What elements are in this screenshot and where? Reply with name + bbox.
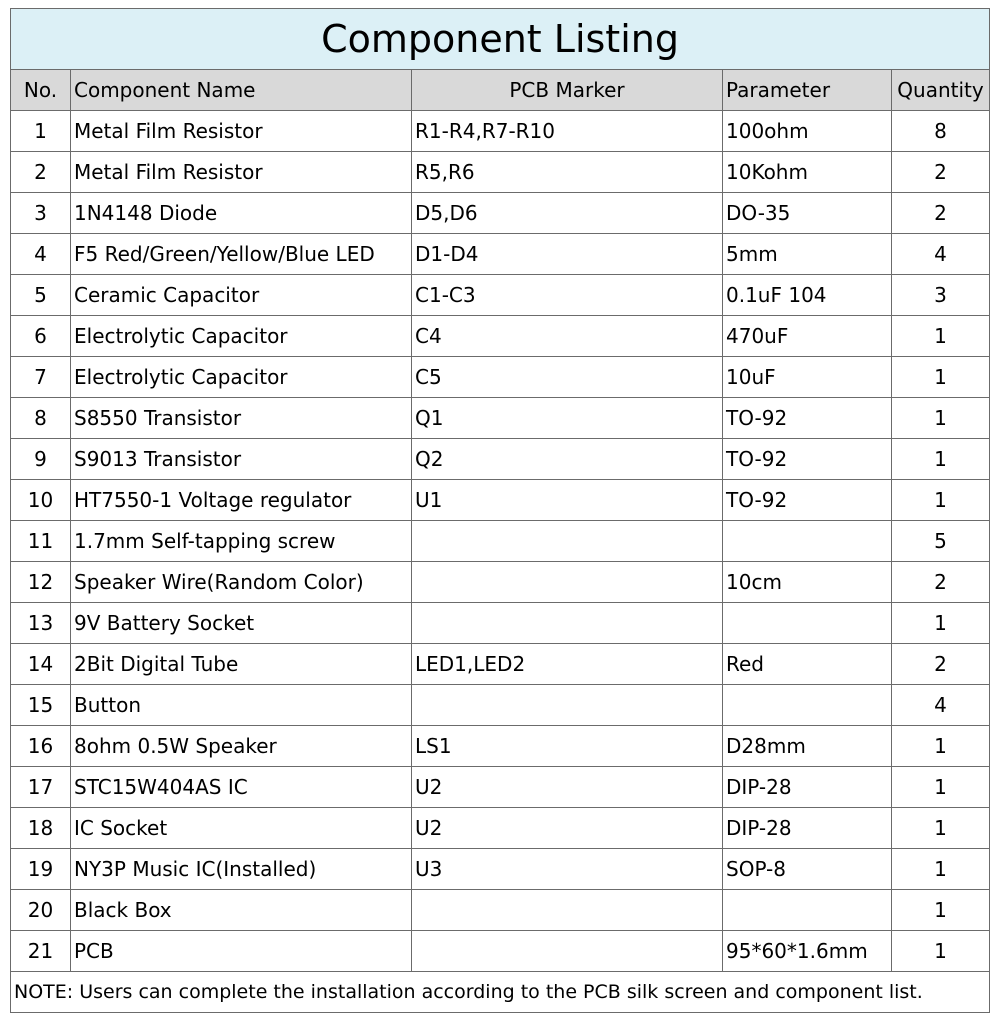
- table-row: [11, 931, 990, 972]
- cell-pcb-marker: [412, 685, 723, 726]
- cell-parameter: DO-35: [723, 193, 892, 234]
- table-row: [11, 644, 990, 685]
- cell-quantity: 1: [892, 603, 990, 644]
- cell-quantity: 1: [892, 931, 990, 972]
- cell-no: 4: [11, 234, 71, 275]
- cell-pcb-marker: U1: [412, 480, 723, 521]
- table-row: [11, 603, 990, 644]
- table-row: [11, 316, 990, 357]
- cell-quantity: 1: [892, 316, 990, 357]
- cell-parameter: 100ohm: [723, 111, 892, 152]
- cell-parameter: 10Kohm: [723, 152, 892, 193]
- cell-quantity: 1: [892, 398, 990, 439]
- table-row: [11, 111, 990, 152]
- table-title: Component Listing: [11, 9, 990, 70]
- cell-no: 6: [11, 316, 71, 357]
- cell-component-name: 2Bit Digital Tube: [71, 644, 412, 685]
- cell-parameter: 95*60*1.6mm: [723, 931, 892, 972]
- cell-component-name: Electrolytic Capacitor: [71, 357, 412, 398]
- cell-quantity: 1: [892, 357, 990, 398]
- cell-component-name: 8ohm 0.5W Speaker: [71, 726, 412, 767]
- cell-quantity: 4: [892, 234, 990, 275]
- table-row: [11, 890, 990, 931]
- cell-no: 20: [11, 890, 71, 931]
- header-quantity: Quantity: [892, 70, 990, 111]
- header-row: [11, 70, 990, 111]
- cell-parameter: [723, 603, 892, 644]
- cell-no: 15: [11, 685, 71, 726]
- cell-no: 5: [11, 275, 71, 316]
- cell-pcb-marker: LED1,LED2: [412, 644, 723, 685]
- cell-pcb-marker: C5: [412, 357, 723, 398]
- table-row: [11, 521, 990, 562]
- cell-component-name: S9013 Transistor: [71, 439, 412, 480]
- cell-pcb-marker: C1-C3: [412, 275, 723, 316]
- cell-pcb-marker: U2: [412, 808, 723, 849]
- cell-pcb-marker: U2: [412, 767, 723, 808]
- cell-component-name: PCB: [71, 931, 412, 972]
- cell-quantity: 1: [892, 890, 990, 931]
- table-row: [11, 562, 990, 603]
- cell-pcb-marker: C4: [412, 316, 723, 357]
- table-row: [11, 234, 990, 275]
- table-row: [11, 767, 990, 808]
- cell-parameter: TO-92: [723, 439, 892, 480]
- table-row: [11, 849, 990, 890]
- cell-component-name: IC Socket: [71, 808, 412, 849]
- cell-parameter: 0.1uF 104: [723, 275, 892, 316]
- table-row: [11, 808, 990, 849]
- header-no: No.: [11, 70, 71, 111]
- cell-component-name: NY3P Music IC(Installed): [71, 849, 412, 890]
- cell-pcb-marker: [412, 562, 723, 603]
- table-body: [11, 111, 990, 972]
- cell-quantity: 1: [892, 849, 990, 890]
- cell-no: 1: [11, 111, 71, 152]
- cell-no: 14: [11, 644, 71, 685]
- cell-no: 10: [11, 480, 71, 521]
- cell-component-name: Metal Film Resistor: [71, 111, 412, 152]
- cell-component-name: STC15W404AS IC: [71, 767, 412, 808]
- header-parameter: Parameter: [723, 70, 892, 111]
- cell-quantity: 2: [892, 193, 990, 234]
- cell-pcb-marker: D5,D6: [412, 193, 723, 234]
- cell-no: 16: [11, 726, 71, 767]
- cell-quantity: 1: [892, 767, 990, 808]
- cell-quantity: 3: [892, 275, 990, 316]
- cell-pcb-marker: U3: [412, 849, 723, 890]
- cell-no: 3: [11, 193, 71, 234]
- table-row: [11, 726, 990, 767]
- cell-no: 2: [11, 152, 71, 193]
- table-row: [11, 152, 990, 193]
- cell-parameter: D28mm: [723, 726, 892, 767]
- cell-quantity: 2: [892, 562, 990, 603]
- cell-component-name: 1N4148 Diode: [71, 193, 412, 234]
- cell-parameter: 470uF: [723, 316, 892, 357]
- cell-no: 13: [11, 603, 71, 644]
- cell-pcb-marker: [412, 931, 723, 972]
- cell-pcb-marker: [412, 603, 723, 644]
- table-row: [11, 685, 990, 726]
- note-row: [11, 972, 990, 1013]
- cell-pcb-marker: Q1: [412, 398, 723, 439]
- table-row: [11, 357, 990, 398]
- cell-pcb-marker: [412, 890, 723, 931]
- table-row: [11, 398, 990, 439]
- cell-no: 17: [11, 767, 71, 808]
- cell-pcb-marker: R5,R6: [412, 152, 723, 193]
- cell-no: 7: [11, 357, 71, 398]
- cell-parameter: [723, 890, 892, 931]
- cell-parameter: DIP-28: [723, 767, 892, 808]
- cell-pcb-marker: D1-D4: [412, 234, 723, 275]
- cell-parameter: 10uF: [723, 357, 892, 398]
- header-component-name: Component Name: [71, 70, 412, 111]
- cell-component-name: HT7550-1 Voltage regulator: [71, 480, 412, 521]
- cell-quantity: 1: [892, 480, 990, 521]
- cell-component-name: 1.7mm Self-tapping screw: [71, 521, 412, 562]
- cell-pcb-marker: R1-R4,R7-R10: [412, 111, 723, 152]
- cell-no: 19: [11, 849, 71, 890]
- cell-component-name: Electrolytic Capacitor: [71, 316, 412, 357]
- table-row: [11, 480, 990, 521]
- cell-component-name: Button: [71, 685, 412, 726]
- cell-parameter: TO-92: [723, 480, 892, 521]
- title-row: [11, 9, 990, 70]
- table-row: [11, 193, 990, 234]
- cell-parameter: SOP-8: [723, 849, 892, 890]
- cell-pcb-marker: [412, 521, 723, 562]
- component-listing-table: [10, 8, 990, 1013]
- cell-no: 18: [11, 808, 71, 849]
- cell-quantity: 5: [892, 521, 990, 562]
- cell-no: 9: [11, 439, 71, 480]
- cell-parameter: Red: [723, 644, 892, 685]
- cell-component-name: S8550 Transistor: [71, 398, 412, 439]
- cell-parameter: DIP-28: [723, 808, 892, 849]
- cell-quantity: 1: [892, 808, 990, 849]
- cell-no: 8: [11, 398, 71, 439]
- cell-no: 11: [11, 521, 71, 562]
- table-row: [11, 439, 990, 480]
- cell-no: 21: [11, 931, 71, 972]
- cell-component-name: Speaker Wire(Random Color): [71, 562, 412, 603]
- cell-component-name: F5 Red/Green/Yellow/Blue LED: [71, 234, 412, 275]
- header-pcb-marker: PCB Marker: [412, 70, 723, 111]
- cell-parameter: 5mm: [723, 234, 892, 275]
- cell-component-name: 9V Battery Socket: [71, 603, 412, 644]
- cell-quantity: 2: [892, 152, 990, 193]
- cell-quantity: 1: [892, 439, 990, 480]
- cell-parameter: [723, 685, 892, 726]
- cell-pcb-marker: LS1: [412, 726, 723, 767]
- cell-component-name: Metal Film Resistor: [71, 152, 412, 193]
- cell-quantity: 8: [892, 111, 990, 152]
- note-text: NOTE: Users can complete the installation according to the PCB silk screen and component list.: [11, 972, 990, 1013]
- cell-parameter: 10cm: [723, 562, 892, 603]
- cell-parameter: TO-92: [723, 398, 892, 439]
- cell-parameter: [723, 521, 892, 562]
- cell-component-name: Black Box: [71, 890, 412, 931]
- cell-quantity: 1: [892, 726, 990, 767]
- cell-pcb-marker: Q2: [412, 439, 723, 480]
- cell-component-name: Ceramic Capacitor: [71, 275, 412, 316]
- cell-quantity: 2: [892, 644, 990, 685]
- cell-no: 12: [11, 562, 71, 603]
- table-row: [11, 275, 990, 316]
- cell-quantity: 4: [892, 685, 990, 726]
